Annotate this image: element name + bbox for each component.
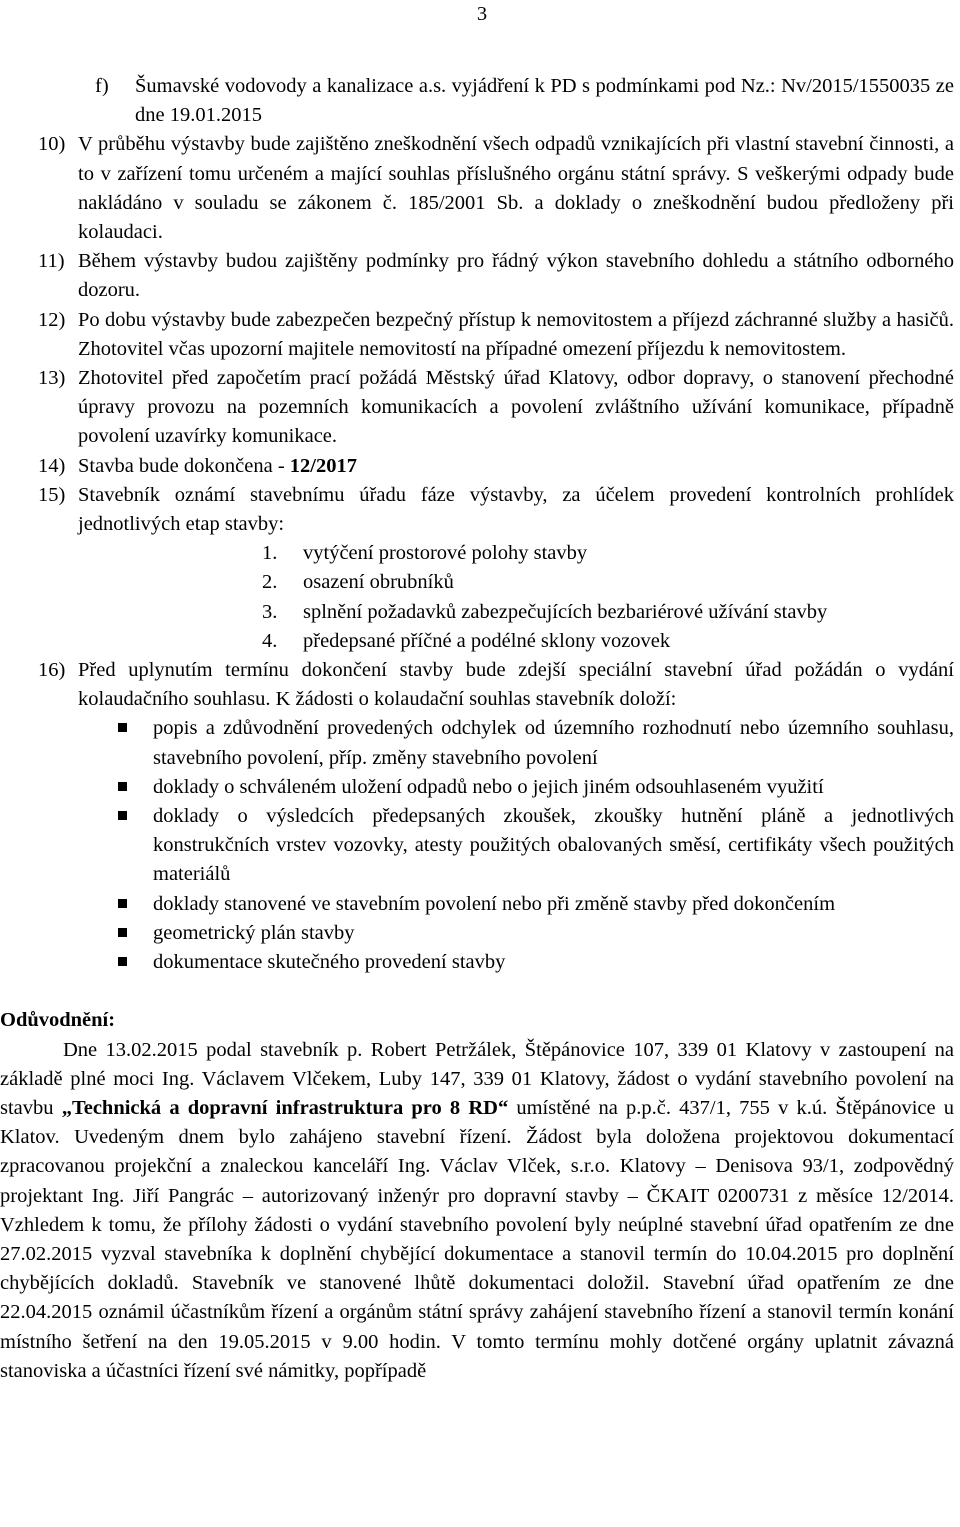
completion-date: 12/2017 bbox=[289, 454, 357, 477]
bullet-item bbox=[0, 773, 960, 802]
item-text: Před uplynutím termínu dokončení stavby bude zdejší speciální stavební úřad požádán o vydání kolaudačního souhlasu. K žádosti o kolaudační souhlas stavebník doloží: bbox=[78, 659, 954, 711]
square-bullet-icon bbox=[118, 811, 127, 820]
sub-item-label: 2. bbox=[262, 571, 278, 594]
sub-item bbox=[0, 539, 960, 568]
list-item-10 bbox=[0, 130, 960, 247]
sub-item-label: 1. bbox=[262, 542, 278, 565]
document-body bbox=[0, 72, 960, 1386]
item-label: 10) bbox=[38, 133, 66, 156]
bullet-text: doklady stanovené ve stavebním povolení nebo při změně stavby před dokončením bbox=[153, 892, 836, 915]
list-item-14 bbox=[0, 452, 960, 481]
item-text: Stavebník oznámí stavebnímu úřadu fáze výstavby, za účelem provedení kontrolních prohlídek jednotlivých etap stavby: bbox=[78, 483, 954, 536]
reasoning-paragraph bbox=[0, 1036, 960, 1386]
square-bullet-icon bbox=[118, 957, 127, 966]
sub-item bbox=[0, 598, 960, 627]
list-item-13 bbox=[0, 364, 960, 452]
list-item-16 bbox=[0, 656, 960, 714]
bullet-text: dokumentace skutečného provedení stavby bbox=[153, 951, 506, 974]
bullet-text: doklady o schváleném uložení odpadů nebo o jejich jiném odsouhlaseném využití bbox=[153, 775, 824, 798]
bullet-text: doklady o výsledcích předepsaných zkoušek, zkoušky hutnění pláně a jednotlivých konstrukčních vrstev vozovky, atesty použitých obalovaných směsí, certifikáty všech použitých materiálů bbox=[153, 805, 954, 886]
item-label: 13) bbox=[38, 367, 66, 390]
item-label: 16) bbox=[38, 659, 66, 682]
project-name: „Technická a dopravní infrastruktura pro 8 RD“ bbox=[61, 1096, 509, 1119]
paragraph-text-1: Dne 13.02.2015 podal stavebník p. Robert Petržálek, Štěpánovice 107, 339 01 Klatovy v zastoupení na základě plné moci Ing. Václavem Vlčekem, Luby 147, 339 01 Klatovy, žádost o vydání stavebního povolení na stavbu bbox=[0, 1038, 954, 1119]
bullet-text: geometrický plán stavby bbox=[153, 921, 355, 944]
item-label: 15) bbox=[38, 483, 66, 506]
item-label: 12) bbox=[38, 308, 66, 331]
item-text: Šumavské vodovody a kanalizace a.s. vyjádření k PD s podmínkami pod Nz.: Nv/2015/1550035 ze dne 19.01.2015 bbox=[135, 75, 954, 127]
bullet-text: popis a zdůvodnění provedených odchylek od územního rozhodnutí nebo územního souhlasu, stavebního povolení, příp. změny stavebního povolení bbox=[153, 717, 954, 769]
page-number: 3 bbox=[476, 3, 488, 25]
square-bullet-icon bbox=[118, 782, 127, 791]
paragraph-text-2: umístěné na p.p.č. 437/1, 755 v k.ú. Štěpánovice u Klatov. Uvedeným dnem bylo zahájeno stavební řízení. Žádost byla doložena projektovou dokumentací zpracovanou projekční a znaleckou kanceláří Ing. Václav Vlček, s.r.o. Klatovy – Denisova 93/1, zodpovědný projektant Ing. Jiří Pangrác – autorizovaný inženýr pro dopravní stavby – ČKAIT 0200731 z měsíce 12/2014. Vzhledem k tomu, že přílohy žádosti o vydání stavebního povolení byly neúplné stavební úřad opatřením ze dne 27.02.2015 vyzval stavebníka k doplnění chybějící dokumentace a stanovil termín do 10.04.2015 pro doplnění chybějících dokladů. Stavebník ve stanovené lhůtě dokumentaci doložil. Stavební úřad opatřením ze dne 22.04.2015 oznámil účastníkům řízení a orgánům státní správy zahájení stavebního řízení a stanovil termín konání místního šetření na den 19.05.2015 v 9.00 hodin. V tomto termínu mohly dotčené orgány uplatnit závazná stanoviska a účastníci řízení své námitky, popřípadě bbox=[0, 1096, 955, 1382]
section-heading: Odůvodnění: bbox=[0, 1009, 116, 1032]
item-text: Během výstavby budou zajištěny podmínky pro řádný výkon stavebního dohledu a státního odborného dozoru. bbox=[78, 250, 954, 302]
item-label: f) bbox=[95, 75, 109, 97]
sub-item-text: osazení obrubníků bbox=[303, 571, 454, 594]
list-item-f bbox=[0, 72, 960, 130]
item-text: Po dobu výstavby bude zabezpečen bezpečný přístup k nemovitostem a příjezd záchranné služby a hasičů. Zhotovitel včas upozorní majitele nemovitostí na případné omezení příjezdu k nemovitostem. bbox=[78, 308, 954, 360]
bullet-item bbox=[0, 714, 960, 772]
sub-item bbox=[0, 627, 960, 656]
list-item-12 bbox=[0, 306, 960, 364]
sub-item-label: 3. bbox=[262, 600, 278, 623]
square-bullet-icon bbox=[118, 928, 127, 937]
item-label: 14) bbox=[38, 454, 66, 477]
square-bullet-icon bbox=[118, 899, 127, 908]
sub-item-label: 4. bbox=[262, 629, 278, 652]
sub-item-text: předepsané příčné a podélné sklony vozovek bbox=[303, 629, 671, 652]
sub-item-text: splnění požadavků zabezpečujících bezbariérové užívání stavby bbox=[303, 600, 828, 623]
bullet-item bbox=[0, 802, 960, 890]
sub-item bbox=[0, 568, 960, 597]
sub-item-text: vytýčení prostorové polohy stavby bbox=[303, 542, 588, 565]
list-item-11 bbox=[0, 247, 960, 305]
item-label: 11) bbox=[38, 250, 65, 273]
bullet-item bbox=[0, 948, 960, 977]
bullet-item bbox=[0, 890, 960, 919]
square-bullet-icon bbox=[118, 723, 127, 732]
list-item-15 bbox=[0, 481, 960, 539]
bullet-item bbox=[0, 919, 960, 948]
item-text: Zhotovitel před započetím prací požádá Městský úřad Klatovy, odbor dopravy, o stanovení přechodné úpravy provozu na pozemních komunikacích a povolení zvláštního užívání komunikace, případně povolení uzavírky komunikace. bbox=[78, 367, 954, 448]
item-text: Stavba bude dokončena - bbox=[78, 454, 290, 477]
item-text: V průběhu výstavby bude zajištěno zneškodnění všech odpadů vznikajících při vlastní stavební činnosti, a to v zařízení tomu určeném a mající souhlas příslušného orgánu státní správy. S veškerými odpady bude nakládáno v souladu se zákonem č. 185/2001 Sb. a doklady o zneškodnění budou předloženy při kolaudaci. bbox=[78, 133, 954, 244]
